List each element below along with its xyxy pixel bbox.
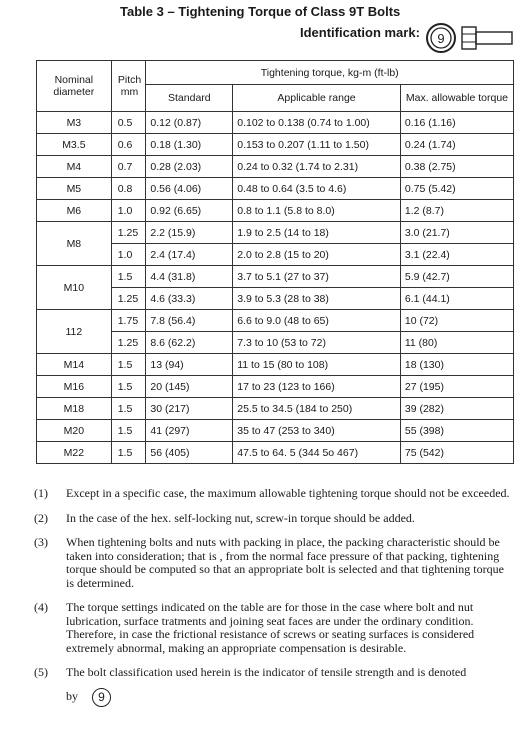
- cell-max-allowable: 0.75 (5.42): [400, 178, 513, 200]
- class-9-mark-icon: 9: [92, 688, 111, 707]
- cell-pitch: 1.25: [111, 332, 146, 354]
- cell-nominal-diameter: M3: [37, 112, 112, 134]
- cell-standard: 0.92 (6.65): [146, 200, 233, 222]
- cell-applicable-range: 0.153 to 0.207 (1.11 to 1.50): [233, 134, 401, 156]
- cell-max-allowable: 1.2 (8.7): [400, 200, 513, 222]
- cell-pitch: 1.75: [111, 310, 146, 332]
- cell-pitch: 1.5: [111, 376, 146, 398]
- cell-standard: 2.4 (17.4): [146, 244, 233, 266]
- cell-max-allowable: 6.1 (44.1): [400, 288, 513, 310]
- col-max-allowable: Max. allowable torque: [400, 85, 513, 112]
- note-number: (4): [34, 600, 48, 614]
- note-number: (3): [34, 535, 48, 549]
- cell-applicable-range: 25.5 to 34.5 (184 to 250): [233, 398, 401, 420]
- col-pitch: Pitch mm: [111, 61, 146, 112]
- cell-applicable-range: 6.6 to 9.0 (48 to 65): [233, 310, 401, 332]
- cell-pitch: 1.5: [111, 398, 146, 420]
- cell-standard: 0.28 (2.03): [146, 156, 233, 178]
- cell-standard: 0.56 (4.06): [146, 178, 233, 200]
- cell-pitch: 1.25: [111, 222, 146, 244]
- col-group-tightening-torque: Tightening torque, kg-m (ft-lb): [146, 61, 514, 85]
- note-text: Except in a specific case, the maximum allowable tightening torque should not be exceeded.: [66, 486, 510, 500]
- table-title: Table 3 – Tightening Torque of Class 9T Bolts: [120, 4, 401, 19]
- cell-applicable-range: 0.24 to 0.32 (1.74 to 2.31): [233, 156, 401, 178]
- note-text: When tightening bolts and nuts with packing in place, the packing characteristic should be taken into consideration; that is , from the normal face pressure of that packing, tightening torque should be computed so that an appropriate bolt is selected and that tightening torque is determined.: [66, 535, 504, 590]
- col-applicable-range: Applicable range: [233, 85, 401, 112]
- note-5-by-line: [66, 688, 512, 707]
- cell-applicable-range: 3.7 to 5.1 (27 to 37): [233, 266, 401, 288]
- cell-applicable-range: 2.0 to 2.8 (15 to 20): [233, 244, 401, 266]
- cell-pitch: 1.0: [111, 200, 146, 222]
- cell-standard: 56 (405): [146, 442, 233, 464]
- cell-max-allowable: 18 (130): [400, 354, 513, 376]
- note-text: In the case of the hex. self-locking nut, screw-in torque should be added.: [66, 510, 415, 525]
- table-row: [37, 354, 514, 376]
- table-row: [37, 112, 514, 134]
- cell-standard: 4.4 (31.8): [146, 266, 233, 288]
- note-4: [34, 601, 512, 655]
- cell-standard: 13 (94): [146, 354, 233, 376]
- note-number: (1): [34, 486, 48, 500]
- cell-max-allowable: 39 (282): [400, 398, 513, 420]
- cell-applicable-range: 7.3 to 10 (53 to 72): [233, 332, 401, 354]
- cell-nominal-diameter: M3.5: [37, 134, 112, 156]
- note-number: (2): [34, 510, 48, 525]
- cell-nominal-diameter: M16: [37, 376, 112, 398]
- cell-max-allowable: 27 (195): [400, 376, 513, 398]
- cell-applicable-range: 11 to 15 (80 to 108): [233, 354, 401, 376]
- cell-pitch: 1.0: [111, 244, 146, 266]
- note-text: The torque settings indicated on the table are for those in the case where bolt and nut lubrication, surface tratments and joining seat faces are under the ordinary condition. Therefore, in case the frictional resistance of screws or seating surfaces is considered extremely abnormal, making an appropriate compensation is desirable.: [66, 600, 475, 655]
- identification-mark-label: Identification mark:: [300, 25, 420, 40]
- mark-glyph: 9: [437, 31, 445, 46]
- by-label: by: [66, 689, 78, 704]
- table-row: [37, 178, 514, 200]
- cell-pitch: 1.5: [111, 442, 146, 464]
- note-3: [34, 536, 512, 590]
- cell-pitch: 0.8: [111, 178, 146, 200]
- cell-standard: 7.8 (56.4): [146, 310, 233, 332]
- cell-nominal-diameter: M18: [37, 398, 112, 420]
- table-row: [37, 310, 514, 332]
- cell-standard: 0.12 (0.87): [146, 112, 233, 134]
- cell-applicable-range: 0.48 to 0.64 (3.5 to 4.6): [233, 178, 401, 200]
- cell-max-allowable: 55 (398): [400, 420, 513, 442]
- cell-pitch: 1.5: [111, 266, 146, 288]
- note-2: [34, 512, 512, 526]
- table-row: [37, 156, 514, 178]
- cell-max-allowable: 3.1 (22.4): [400, 244, 513, 266]
- table-row: [37, 442, 514, 464]
- cell-pitch: 0.6: [111, 134, 146, 156]
- cell-standard: 4.6 (33.3): [146, 288, 233, 310]
- cell-max-allowable: 0.24 (1.74): [400, 134, 513, 156]
- cell-nominal-diameter: M8: [37, 222, 112, 266]
- cell-max-allowable: 0.16 (1.16): [400, 112, 513, 134]
- table-row: [37, 420, 514, 442]
- cell-applicable-range: 0.102 to 0.138 (0.74 to 1.00): [233, 112, 401, 134]
- cell-pitch: 1.25: [111, 288, 146, 310]
- notes-section: [34, 487, 512, 718]
- note-text: The bolt classification used herein is the indicator of tensile strength and is denoted: [66, 665, 467, 679]
- cell-applicable-range: 35 to 47 (253 to 340): [233, 420, 401, 442]
- cell-pitch: 0.5: [111, 112, 146, 134]
- cell-max-allowable: 0.38 (2.75): [400, 156, 513, 178]
- note-5: [34, 666, 512, 707]
- cell-max-allowable: 3.0 (21.7): [400, 222, 513, 244]
- cell-pitch: 1.5: [111, 354, 146, 376]
- cell-pitch: 1.5: [111, 420, 146, 442]
- cell-nominal-diameter: M5: [37, 178, 112, 200]
- cell-applicable-range: 0.8 to 1.1 (5.8 to 8.0): [233, 200, 401, 222]
- cell-nominal-diameter: M10: [37, 266, 112, 310]
- cell-nominal-diameter: M4: [37, 156, 112, 178]
- cell-standard: 30 (217): [146, 398, 233, 420]
- cell-applicable-range: 1.9 to 2.5 (14 to 18): [233, 222, 401, 244]
- cell-applicable-range: 47.5 to 64. 5 (344 5o 467): [233, 442, 401, 464]
- cell-nominal-diameter: M14: [37, 354, 112, 376]
- cell-standard: 20 (145): [146, 376, 233, 398]
- note-1: [34, 487, 512, 501]
- cell-max-allowable: 11 (80): [400, 332, 513, 354]
- col-nominal-diameter: Nominal diameter: [37, 61, 112, 112]
- cell-nominal-diameter: 112: [37, 310, 112, 354]
- cell-nominal-diameter: M20: [37, 420, 112, 442]
- cell-nominal-diameter: M22: [37, 442, 112, 464]
- torque-table: [36, 60, 514, 464]
- cell-standard: 2.2 (15.9): [146, 222, 233, 244]
- cell-nominal-diameter: M6: [37, 200, 112, 222]
- table-row: [37, 266, 514, 288]
- table-row: [37, 376, 514, 398]
- table-row: [37, 222, 514, 244]
- cell-applicable-range: 3.9 to 5.3 (28 to 38): [233, 288, 401, 310]
- cell-standard: 8.6 (62.2): [146, 332, 233, 354]
- bolt-icon: [424, 18, 516, 58]
- cell-pitch: 0.7: [111, 156, 146, 178]
- table-row: [37, 134, 514, 156]
- cell-standard: 0.18 (1.30): [146, 134, 233, 156]
- col-standard: Standard: [146, 85, 233, 112]
- table-row: [37, 398, 514, 420]
- cell-standard: 41 (297): [146, 420, 233, 442]
- cell-applicable-range: 17 to 23 (123 to 166): [233, 376, 401, 398]
- cell-max-allowable: 10 (72): [400, 310, 513, 332]
- note-number: (5): [34, 665, 48, 679]
- cell-max-allowable: 75 (542): [400, 442, 513, 464]
- cell-max-allowable: 5.9 (42.7): [400, 266, 513, 288]
- table-row: [37, 200, 514, 222]
